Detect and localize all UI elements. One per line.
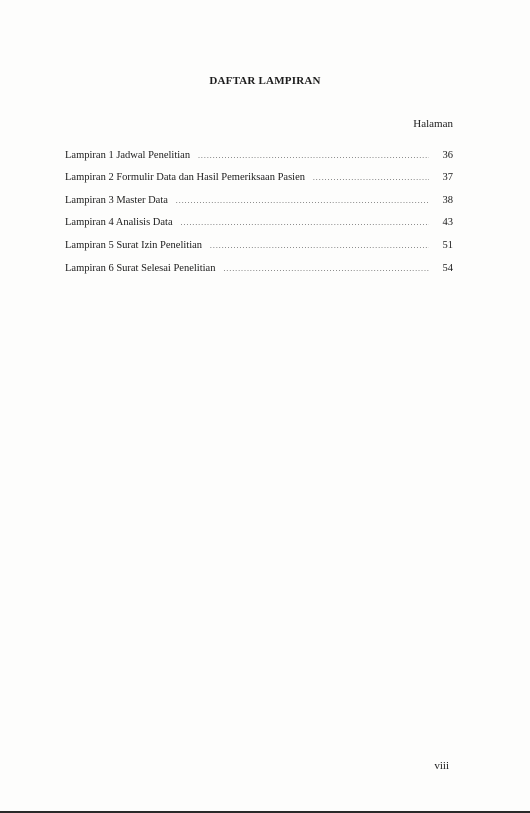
- dot-leader: [223, 264, 429, 274]
- list-item: [65, 138, 453, 161]
- list-item: [65, 161, 453, 184]
- appendix-page-number: 37: [442, 172, 453, 184]
- list-item: [65, 206, 453, 229]
- appendix-page-number: 43: [442, 217, 453, 229]
- appendix-label: Lampiran 1 Jadwal Penelitian: [65, 149, 191, 161]
- list-item: [65, 183, 453, 206]
- page-title: DAFTAR LAMPIRAN: [209, 75, 321, 87]
- appendix-label: Lampiran 6 Surat Selesai Penelitian: [65, 262, 216, 274]
- appendix-page-number: 51: [442, 239, 453, 251]
- dot-leader: [198, 151, 429, 161]
- list-item: [65, 228, 453, 251]
- dot-leader: [210, 241, 429, 251]
- appendix-page-number: 36: [442, 149, 453, 161]
- appendix-list: [65, 138, 453, 274]
- list-item: [65, 251, 453, 274]
- appendix-page-number: 54: [442, 262, 453, 274]
- appendix-label: Lampiran 2 Formulir Data dan Hasil Pemeriksaan Pasien: [65, 172, 305, 184]
- appendix-label: Lampiran 3 Master Data: [65, 194, 168, 206]
- page-number: viii: [434, 760, 449, 772]
- appendix-label: Lampiran 4 Analisis Data: [65, 217, 173, 229]
- dot-leader: [176, 196, 429, 206]
- appendix-page-number: 38: [442, 194, 453, 206]
- dot-leader: [313, 173, 429, 183]
- appendix-label: Lampiran 5 Surat Izin Penelitian: [65, 239, 203, 251]
- dot-leader: [181, 218, 429, 228]
- page-column-label: Halaman: [413, 118, 453, 130]
